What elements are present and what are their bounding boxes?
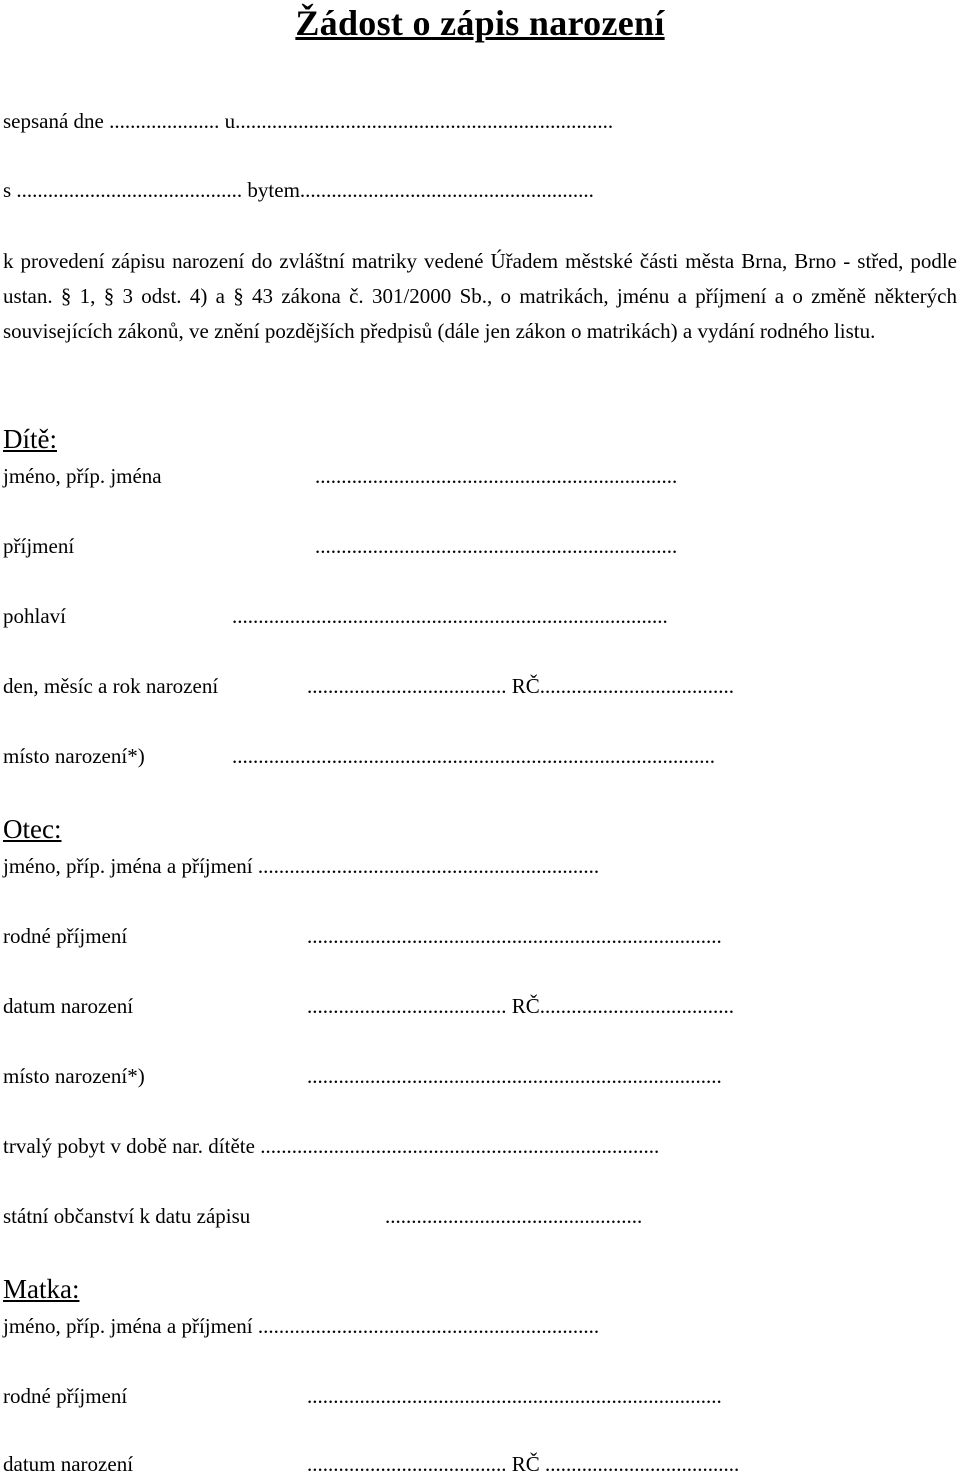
child-sex-label: pohlaví <box>3 604 66 628</box>
father-citizenship-label: státní občanství k datu zápisu <box>3 1204 251 1228</box>
father-birth-place-field: ............................................................................... <box>307 1064 722 1088</box>
child-sex-field: ................................................................................... <box>232 604 668 628</box>
child-surname-label: příjmení <box>3 534 75 558</box>
mother-name-line: jméno, příp. jména a příjmení ................................................................. <box>3 1314 600 1338</box>
intro-line-date-place: sepsaná dne ..................... u........................................................................ <box>3 109 614 133</box>
father-birth-date-field: ...................................... RČ..................................... <box>307 994 735 1018</box>
section-heading-mother: Matka: <box>3 1274 80 1304</box>
mother-birth-date-field: ...................................... RČ ..................................... <box>307 1452 740 1476</box>
document-title: Žádost o zápis narození <box>295 3 665 43</box>
child-surname-field: ..................................................................... <box>315 534 678 558</box>
section-heading-father: Otec: <box>3 814 62 844</box>
father-residence-line: trvalý pobyt v době nar. dítěte ............................................................................ <box>3 1134 660 1158</box>
intro-paragraph: k provedení zápisu narození do zvláštní matriky vedené Úřadem městské části města Brna, Brno - střed, podle ustan. § 1, § 3 odst. 4) a § 43 zákona č. 301/2000 Sb., o matrikách, jménu a příjmení a o změně některých souvisejících zákonů, ve znění pozdějších předpisů (dále jen zákon o matrikách) a vydání rodného listu. <box>3 249 957 343</box>
mother-birth-date-label: datum narození <box>3 1452 134 1476</box>
father-birth-surname-label: rodné příjmení <box>3 924 128 948</box>
section-heading-child: Dítě: <box>3 424 57 454</box>
child-birth-date-label: den, měsíc a rok narození <box>3 674 219 698</box>
father-name-line: jméno, příp. jména a příjmení ................................................................. <box>3 854 600 878</box>
father-birth-surname-field: ............................................................................... <box>307 924 722 948</box>
child-birth-place-field: ............................................................................................ <box>232 744 715 768</box>
child-birth-place-label: místo narození*) <box>3 744 145 768</box>
child-first-name-field: ..................................................................... <box>315 464 678 488</box>
father-birth-date-label: datum narození <box>3 994 134 1018</box>
child-first-name-label: jméno, příp. jména <box>3 464 162 488</box>
father-citizenship-field: ................................................. <box>385 1204 643 1228</box>
father-birth-place-label: místo narození*) <box>3 1064 145 1088</box>
mother-birth-surname-label: rodné příjmení <box>3 1384 128 1408</box>
child-birth-date-field: ...................................... RČ..................................... <box>307 674 735 698</box>
intro-line-name-residence: s ........................................... bytem........................................................ <box>3 178 594 202</box>
mother-birth-surname-field: ............................................................................... <box>307 1384 722 1408</box>
